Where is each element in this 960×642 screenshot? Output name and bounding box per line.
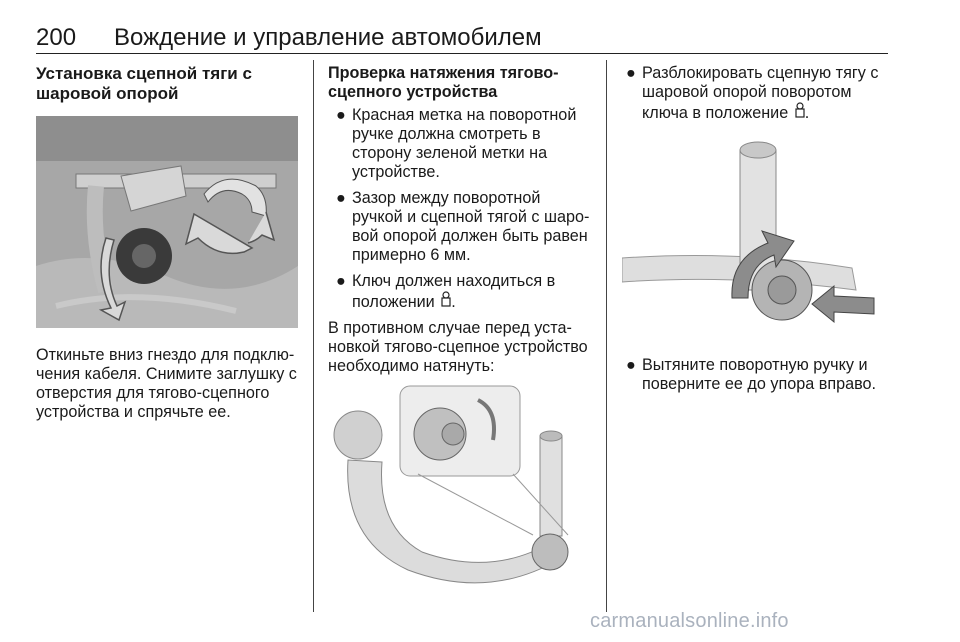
text-line: ключа в положение: [642, 104, 789, 122]
page-number: 200: [36, 24, 77, 51]
text-line: Вытяните поворотную ручку и: [642, 356, 868, 374]
watermark: carmanualsonline.info: [590, 610, 789, 632]
section-heading-check: [328, 64, 594, 102]
column-2: [328, 64, 594, 594]
bullet-dot: ●: [336, 272, 346, 290]
text-line: чения кабеля. Снимите заглушку с: [36, 365, 297, 383]
text-line: ручкой и сцепной тягой с шаро-: [352, 208, 590, 226]
page-header: [36, 24, 888, 56]
text-line: Красная метка на поворотной: [352, 106, 577, 124]
list-item: [618, 356, 890, 394]
text-line: положении: [352, 293, 435, 311]
text-line: примерно 6 мм.: [352, 246, 471, 264]
towbar-socket-illustration: [36, 116, 298, 328]
column-divider-1: [313, 60, 314, 612]
tension-instructions: [328, 319, 594, 376]
text-line: Разблокировать сцепную тягу с: [642, 64, 879, 82]
heading-line: Проверка натяжения тягово-: [328, 64, 559, 82]
text-line: новкой тягово-сцепное устройство: [328, 338, 588, 356]
text-line: необходимо натянуть:: [328, 357, 495, 375]
pull-knob-list: [618, 356, 890, 394]
text-line: В противном случае перед уста-: [328, 319, 572, 337]
column-1: [36, 64, 298, 422]
heading-line: сцепного устройства: [328, 83, 498, 101]
list-item: [328, 106, 594, 182]
header-rule: [36, 53, 888, 54]
towbar-knob-illustration: [622, 130, 886, 342]
text-line: вой опорой должен быть равен: [352, 227, 588, 245]
section-heading-install: [36, 64, 298, 104]
text-line: Ключ должен находиться в: [352, 272, 556, 290]
key-position-icon: [441, 291, 451, 307]
list-item: [328, 189, 594, 265]
towbar-detail-illustration: [328, 380, 592, 594]
text-line: сторону зеленой метки на: [352, 144, 548, 162]
text-line: устройстве.: [352, 163, 440, 181]
text-line: ручке должна смотреть в: [352, 125, 541, 143]
install-instructions: [36, 346, 298, 422]
text-line: шаровой опорой поворотом: [642, 83, 852, 101]
check-list: [328, 106, 594, 312]
bullet-dot: ●: [336, 189, 346, 207]
text-line: Откиньте вниз гнездо для подклю-: [36, 346, 295, 364]
bullet-dot: ●: [626, 64, 636, 82]
unlock-list: [618, 64, 890, 123]
heading-line: шаровой опорой: [36, 84, 179, 103]
bullet-dot: ●: [626, 356, 636, 374]
text-line: Зазор между поворотной: [352, 189, 541, 207]
heading-line: Установка сцепной тяги с: [36, 64, 252, 83]
column-divider-2: [606, 60, 607, 612]
list-item: ● Разблокировать сцепную тягу с шаровой опорой поворотом ключа в положение .: [626, 64, 879, 122]
text-line: отверстия для тягово-сцепного: [36, 384, 270, 402]
running-title: Вождение и управление автомобилем: [114, 24, 542, 51]
list-item: ● Ключ должен находиться в положении .: [336, 272, 556, 311]
key-unlock-icon: [795, 102, 805, 118]
text-line: устройства и спрячьте ее.: [36, 403, 231, 421]
bullet-dot: ●: [336, 106, 346, 124]
column-3: [618, 64, 890, 401]
text-line: поверните ее до упора вправо.: [642, 375, 877, 393]
